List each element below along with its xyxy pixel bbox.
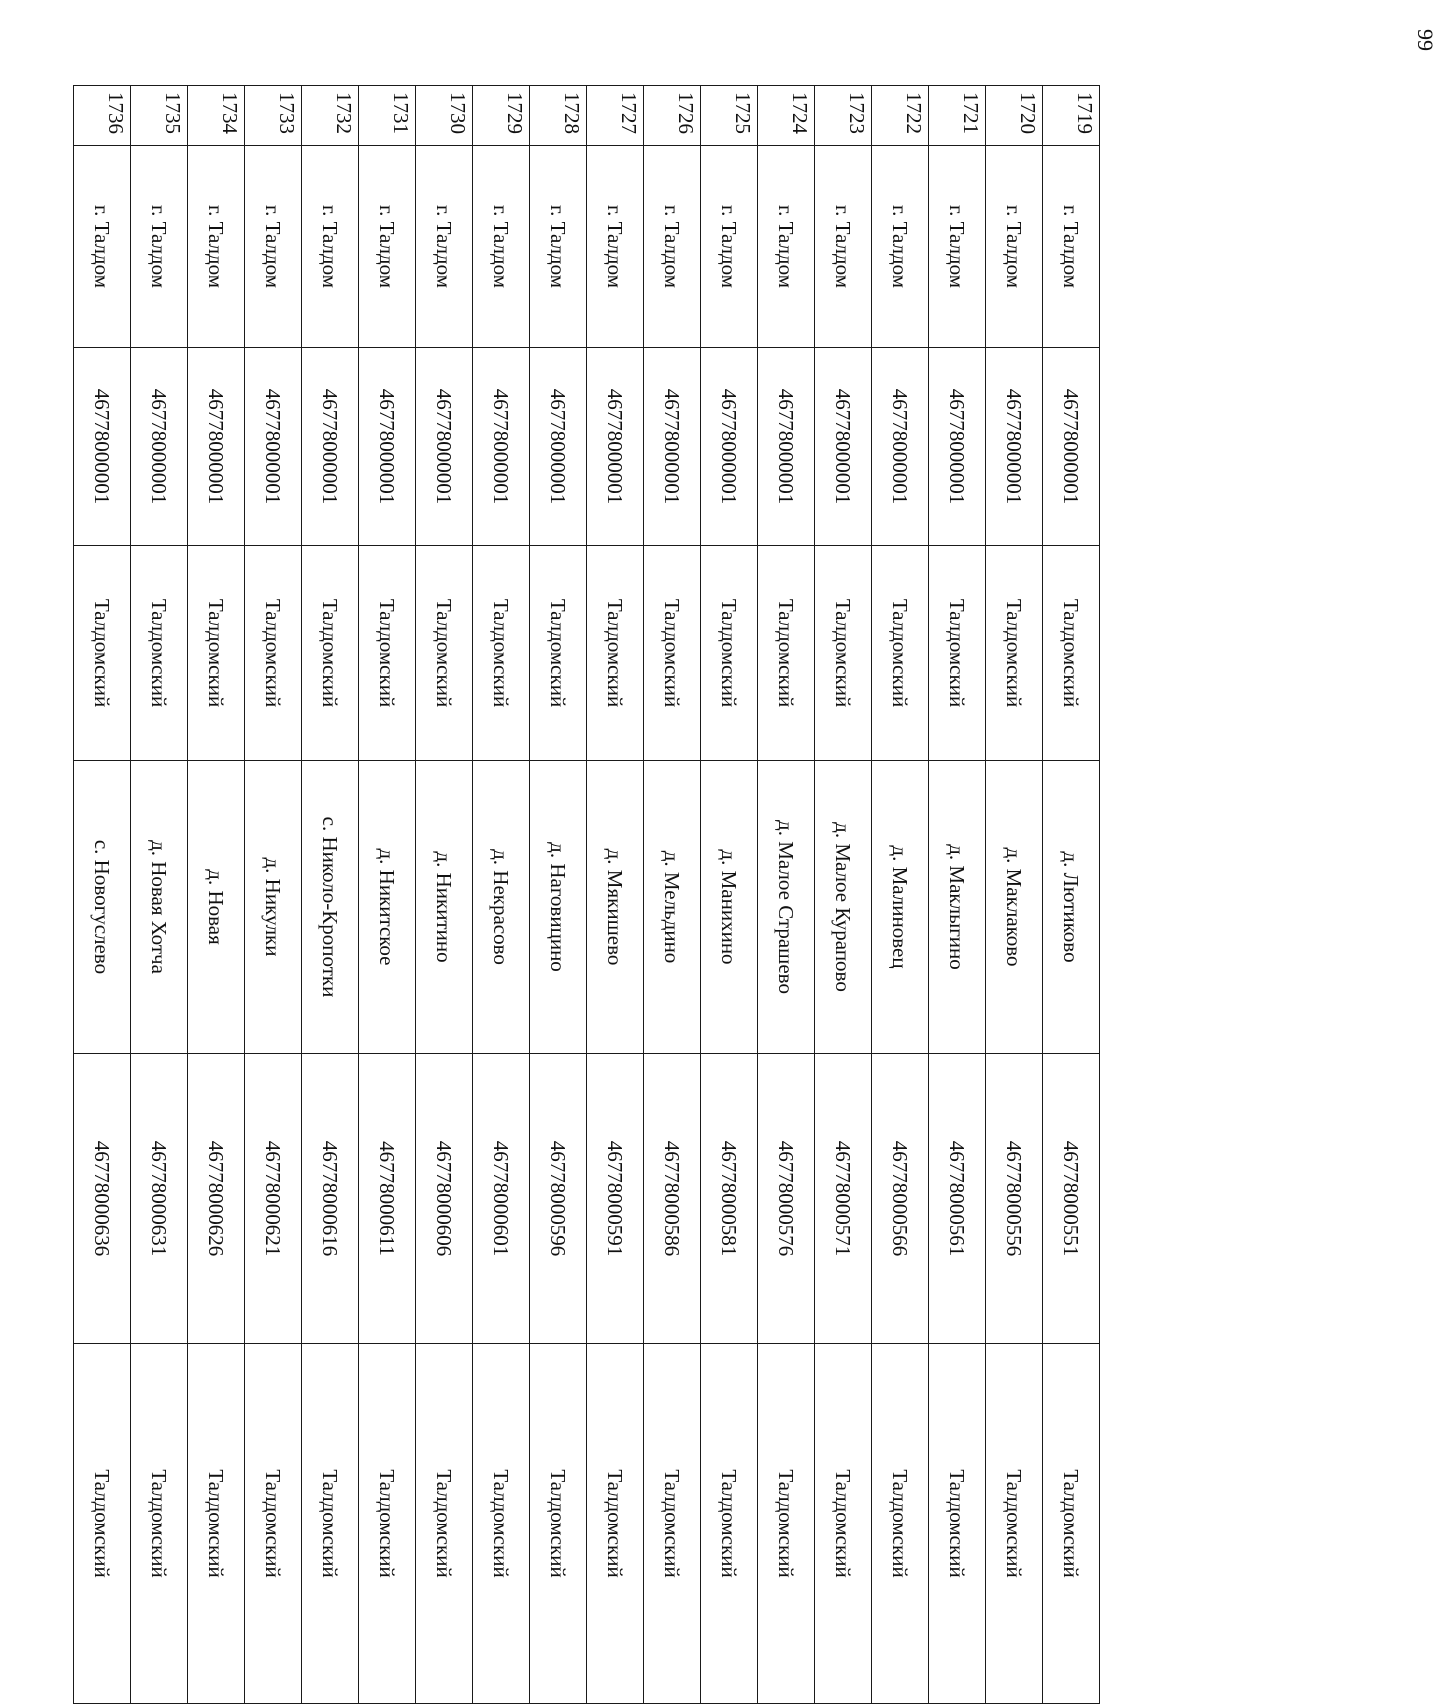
table-row [245,86,302,1704]
row-number-cell: 1721 [929,86,986,146]
city-code-cell: 46778000001 [644,348,701,546]
city-cell: г. Талдом [416,146,473,348]
city-code-cell: 46778000001 [245,348,302,546]
district-cell: Талдомский [188,546,245,761]
locality-code-cell: 46778000616 [302,1054,359,1344]
locality-cell: д. Малиновец [872,761,929,1054]
table-row [701,86,758,1704]
row-number-cell: 1726 [644,86,701,146]
row-number-cell: 1722 [872,86,929,146]
district-cell: Талдомский [530,546,587,761]
locality-cell: с. Новогуслево [74,761,131,1054]
district-cell: Талдомский [701,546,758,761]
locality-code-cell: 46778000586 [644,1054,701,1344]
locality-district-cell: Талдомский [587,1344,644,1704]
locality-district-cell: Талдомский [929,1344,986,1704]
city-code-cell: 46778000001 [416,348,473,546]
district-cell: Талдомский [872,546,929,761]
locality-district-cell: Талдомский [245,1344,302,1704]
locality-district-cell: Талдомский [131,1344,188,1704]
locality-district-cell: Талдомский [530,1344,587,1704]
table-row [644,86,701,1704]
table-body [74,86,1100,1704]
row-number-cell: 1731 [359,86,416,146]
row-number-cell: 1725 [701,86,758,146]
table-row [872,86,929,1704]
table-row [986,86,1043,1704]
city-code-cell: 46778000001 [701,348,758,546]
row-number-cell: 1728 [530,86,587,146]
city-code-cell: 46778000001 [131,348,188,546]
locality-code-cell: 46778000566 [872,1054,929,1344]
table-row [359,86,416,1704]
city-code-cell: 46778000001 [473,348,530,546]
locality-district-cell: Талдомский [701,1344,758,1704]
locality-cell: д. Новая [188,761,245,1054]
city-code-cell: 46778000001 [1043,348,1100,546]
city-cell: г. Талдом [74,146,131,348]
district-cell: Талдомский [587,546,644,761]
city-code-cell: 46778000001 [815,348,872,546]
registry-table-wrapper [90,85,1100,1703]
district-cell: Талдомский [416,546,473,761]
district-cell: Талдомский [758,546,815,761]
locality-district-cell: Талдомский [758,1344,815,1704]
locality-code-cell: 46778000606 [416,1054,473,1344]
locality-code-cell: 46778000601 [473,1054,530,1344]
city-cell: г. Талдом [758,146,815,348]
page-number: 99 [1413,29,1438,51]
locality-cell: д. Никитино [416,761,473,1054]
registry-table [73,85,1100,1704]
locality-district-cell: Талдомский [473,1344,530,1704]
city-code-cell: 46778000001 [758,348,815,546]
district-cell: Талдомский [245,546,302,761]
city-cell: г. Талдом [701,146,758,348]
district-cell: Талдомский [644,546,701,761]
locality-cell: д. Манихино [701,761,758,1054]
locality-code-cell: 46778000591 [587,1054,644,1344]
city-cell: г. Талдом [245,146,302,348]
locality-cell: д. Малое Курапово [815,761,872,1054]
locality-cell: с. Николо-Кропотки [302,761,359,1054]
locality-code-cell: 46778000596 [530,1054,587,1344]
locality-code-cell: 46778000611 [359,1054,416,1344]
locality-district-cell: Талдомский [359,1344,416,1704]
row-number-cell: 1727 [587,86,644,146]
table-row [587,86,644,1704]
locality-code-cell: 46778000556 [986,1054,1043,1344]
locality-district-cell: Талдомский [644,1344,701,1704]
locality-cell: д. Мельдино [644,761,701,1054]
locality-cell: д. Малое Страшево [758,761,815,1054]
table-row [758,86,815,1704]
locality-code-cell: 46778000621 [245,1054,302,1344]
locality-district-cell: Талдомский [74,1344,131,1704]
district-cell: Талдомский [473,546,530,761]
locality-district-cell: Талдомский [815,1344,872,1704]
locality-cell: д. Никулки [245,761,302,1054]
district-cell: Талдомский [815,546,872,761]
row-number-cell: 1724 [758,86,815,146]
locality-cell: д. Никитское [359,761,416,1054]
district-cell: Талдомский [302,546,359,761]
table-row [530,86,587,1704]
table-row [473,86,530,1704]
table-row [74,86,131,1704]
city-code-cell: 46778000001 [986,348,1043,546]
locality-district-cell: Талдомский [188,1344,245,1704]
row-number-cell: 1733 [245,86,302,146]
row-number-cell: 1734 [188,86,245,146]
city-cell: г. Талдом [1043,146,1100,348]
district-cell: Талдомский [929,546,986,761]
city-cell: г. Талдом [359,146,416,348]
row-number-cell: 1719 [1043,86,1100,146]
row-number-cell: 1735 [131,86,188,146]
city-code-cell: 46778000001 [74,348,131,546]
locality-district-cell: Талдомский [416,1344,473,1704]
locality-code-cell: 46778000571 [815,1054,872,1344]
city-cell: г. Талдом [302,146,359,348]
row-number-cell: 1729 [473,86,530,146]
locality-cell: д. Новая Хотча [131,761,188,1054]
city-code-cell: 46778000001 [359,348,416,546]
city-code-cell: 46778000001 [929,348,986,546]
table-row [416,86,473,1704]
city-code-cell: 46778000001 [587,348,644,546]
city-code-cell: 46778000001 [530,348,587,546]
city-cell: г. Талдом [473,146,530,348]
locality-code-cell: 46778000551 [1043,1054,1100,1344]
district-cell: Талдомский [1043,546,1100,761]
city-code-cell: 46778000001 [188,348,245,546]
locality-cell: д. Маклыгино [929,761,986,1054]
table-row [302,86,359,1704]
city-cell: г. Талдом [530,146,587,348]
row-number-cell: 1720 [986,86,1043,146]
table-row [929,86,986,1704]
city-cell: г. Талдом [872,146,929,348]
locality-district-cell: Талдомский [1043,1344,1100,1704]
locality-cell: д. Лютиково [1043,761,1100,1054]
locality-cell: д. Некрасово [473,761,530,1054]
row-number-cell: 1736 [74,86,131,146]
locality-code-cell: 46778000581 [701,1054,758,1344]
locality-code-cell: 46778000631 [131,1054,188,1344]
locality-code-cell: 46778000561 [929,1054,986,1344]
locality-code-cell: 46778000626 [188,1054,245,1344]
table-row [815,86,872,1704]
city-cell: г. Талдом [131,146,188,348]
locality-code-cell: 46778000636 [74,1054,131,1344]
district-cell: Талдомский [74,546,131,761]
city-code-cell: 46778000001 [302,348,359,546]
locality-district-cell: Талдомский [986,1344,1043,1704]
locality-district-cell: Талдомский [872,1344,929,1704]
table-row [188,86,245,1704]
locality-district-cell: Талдомский [302,1344,359,1704]
district-cell: Талдомский [131,546,188,761]
table-row [1043,86,1100,1704]
city-cell: г. Талдом [929,146,986,348]
city-cell: г. Талдом [587,146,644,348]
district-cell: Талдомский [986,546,1043,761]
table-row [131,86,188,1704]
row-number-cell: 1730 [416,86,473,146]
district-cell: Талдомский [359,546,416,761]
locality-cell: д. Маклаково [986,761,1043,1054]
row-number-cell: 1723 [815,86,872,146]
city-code-cell: 46778000001 [872,348,929,546]
city-cell: г. Талдом [986,146,1043,348]
locality-cell: д. Наговицино [530,761,587,1054]
locality-code-cell: 46778000576 [758,1054,815,1344]
city-cell: г. Талдом [188,146,245,348]
city-cell: г. Талдом [815,146,872,348]
city-cell: г. Талдом [644,146,701,348]
row-number-cell: 1732 [302,86,359,146]
locality-cell: д. Мякишево [587,761,644,1054]
